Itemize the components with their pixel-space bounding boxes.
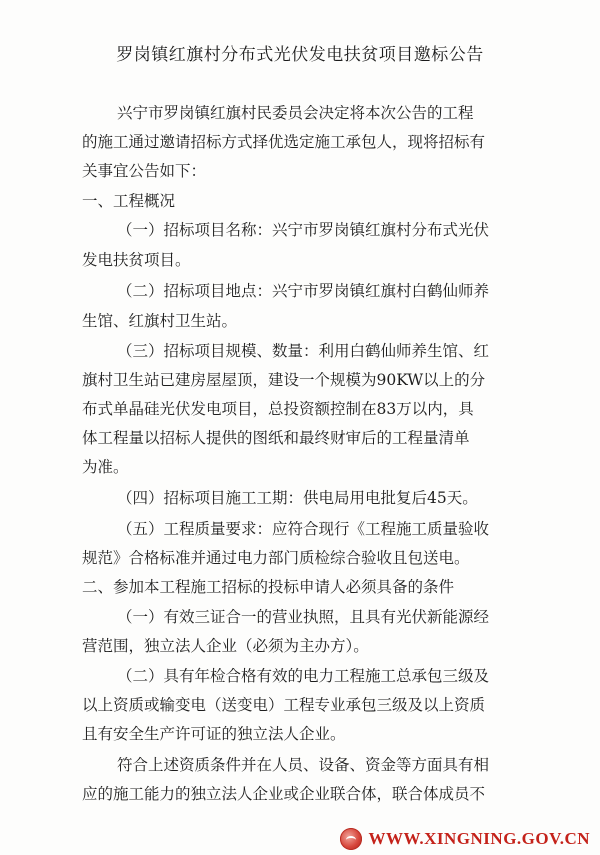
text-line: （五）工程质量要求：应符合现行《工程施工质量验收 — [117, 520, 490, 538]
text-line: 为准。 — [82, 458, 129, 476]
section-heading: 二、参加本工程施工招标的投标申请人必须具备的条件 — [82, 578, 455, 596]
site-watermark — [340, 828, 590, 850]
text-line: （一）有效三证合一的营业执照，且具有光伏新能源经 — [117, 608, 490, 626]
text-line: 符合上述资质条件并在人员、设备、资金等方面具有相 — [117, 756, 490, 774]
text-line: 生馆、红旗村卫生站。 — [82, 312, 238, 330]
text-line: 关事宜公告如下： — [82, 162, 207, 180]
site-url: WWW.XINGNING.GOV.CN — [368, 829, 590, 848]
text-line: 且有安全生产许可证的独立法人企业。 — [82, 725, 346, 743]
text-line: 旗村卫生站已建房屋屋顶，建设一个规模为90KW以上的分 — [82, 371, 486, 389]
document-title: 罗岗镇红旗村分布式光伏发电扶贫项目邀标公告 — [116, 45, 484, 65]
text-line: （三）招标项目规模、数量：利用白鹤仙师养生馆、红 — [117, 342, 490, 360]
text-line: （二）具有年检合格有效的电力工程施工总承包三级及 — [117, 667, 490, 685]
text-line: 以上资质或输变电（送变电）工程专业承包三级及以上资质 — [82, 696, 486, 714]
text-line: 营范围，独立法人企业（必须为主办方）。 — [82, 637, 369, 655]
section-heading: 一、工程概况 — [82, 192, 176, 210]
text-line: （二）招标项目地点：兴宁市罗岗镇红旗村白鹤仙师养 — [117, 282, 490, 300]
text-line: 体工程量以招标人提供的图纸和最终财审后的工程量清单 — [82, 429, 470, 447]
text-line: 布式单晶硅光伏发电项目，总投资额控制在83万以内，具 — [82, 400, 474, 418]
text-line: （四）招标项目施工工期：供电局用电批复后45天。 — [117, 489, 478, 507]
text-line: 发电扶贫项目。 — [82, 251, 191, 269]
text-line: （一）招标项目名称：兴宁市罗岗镇红旗村分布式光伏 — [117, 221, 490, 239]
text-line: 应的施工能力的独立法人企业或企业联合体，联合体成员不 — [82, 785, 486, 803]
text-line: 兴宁市罗岗镇红旗村民委员会决定将本次公告的工程 — [117, 104, 474, 122]
text-line: 的施工通过邀请招标方式择优选定施工承包人，现将招标有 — [82, 133, 486, 151]
text-line: 规范》合格标准并通过电力部门质检综合验收且包送电。 — [82, 549, 470, 567]
xingning-logo-icon — [340, 828, 362, 850]
